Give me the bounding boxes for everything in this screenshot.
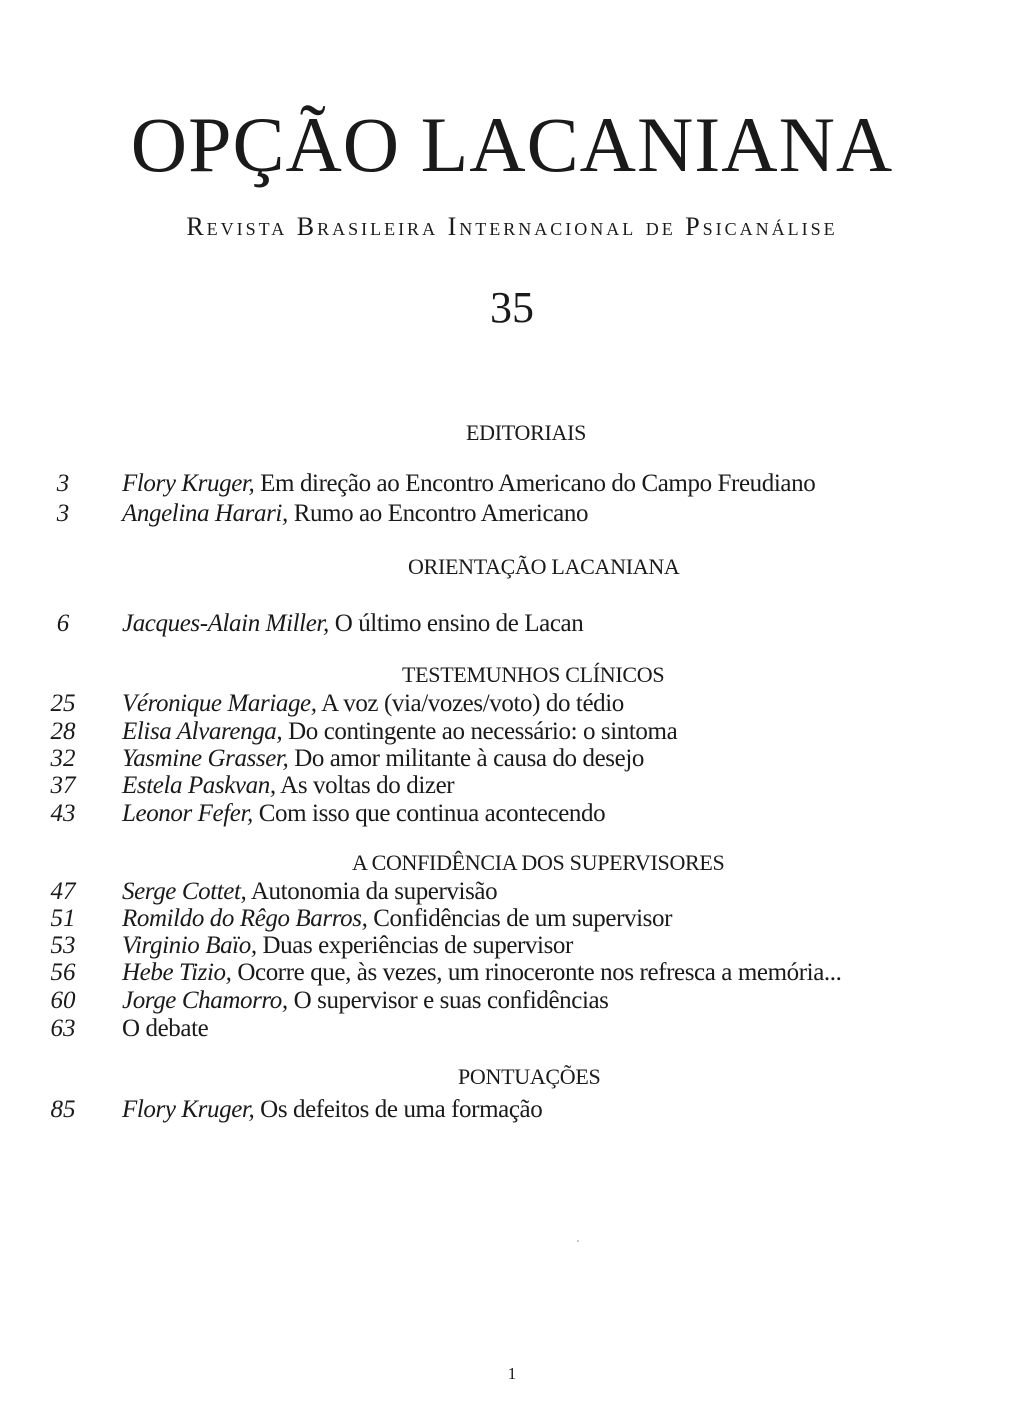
toc-author: Serge Cottet, [122,878,247,905]
toc-title: A voz (via/vozes/voto) do tédio [321,690,624,717]
toc-entry-text [122,959,841,987]
journal-subtitle: Revista Brasileira Internacional de Psicanálise [186,212,838,241]
toc-entry [0,500,1024,528]
toc-title: O último ensino de Lacan [334,610,584,637]
toc-entry-text [122,745,644,773]
issue-number: 35 [490,283,534,332]
toc-entry-text [122,1096,542,1124]
toc-entry [0,905,1024,933]
toc-page-number: 51 [50,905,76,932]
section-heading-confidencia-supervisores: A CONFIDÊNCIA DOS SUPERVISORES [352,850,725,875]
toc-author: Jorge Chamorro, [122,987,288,1014]
toc-author: Hebe Tizio, [122,959,232,986]
toc-entry-text [122,470,815,498]
toc-author: Véronique Mariage, [122,690,317,717]
journal-title: OPÇÃO LACANIANA [130,101,894,188]
toc-title: Em direção ao Encontro Americano do Campo Freudiano [260,470,816,497]
toc-title: O debate [122,1015,209,1042]
toc-entry-text [122,905,672,933]
toc-entry-text [122,690,624,718]
toc-title: Os defeitos de uma formação [260,1096,543,1123]
toc-entry [0,800,1024,828]
toc-title: Autonomia da supervisão [250,878,498,905]
toc-entry [0,959,1024,987]
toc-page-number: 37 [50,772,76,799]
toc-page-number: 60 [50,987,76,1014]
toc-title: Do amor militante à causa do desejo [294,745,644,772]
scan-speck [577,1240,579,1242]
toc-title: Rumo ao Encontro Americano [293,500,589,527]
toc-entry [0,1096,1024,1124]
toc-page-number: 6 [56,610,70,637]
toc-entry [0,932,1024,960]
toc-author: Romildo do Rêgo Barros, [122,905,368,932]
toc-title: Do contingente ao necessário: o sintoma [288,718,678,745]
toc-entry [0,690,1024,718]
toc-page-number: 47 [50,878,76,905]
toc-entry [0,718,1024,746]
toc-entry-text [122,718,677,746]
toc-page-number: 3 [56,470,70,497]
toc-author: Virginio Baïo, [122,932,257,959]
toc-title: As voltas do dizer [280,772,455,799]
toc-entry-text [122,1015,208,1043]
toc-author: Flory Kruger, [122,470,255,497]
toc-page-number: 43 [50,800,76,827]
section-heading-testemunhos-clinicos: TESTEMUNHOS CLÍNICOS [402,662,665,687]
toc-author: Elisa Alvarenga, [122,718,283,745]
toc-author: Leonor Fefer, [122,800,253,827]
toc-title: Duas experiências de supervisor [262,932,573,959]
toc-entry-text [122,878,497,906]
toc-page-number: 32 [50,745,76,772]
toc-title: Ocorre que, às vezes, um rinoceronte nos refresca a memória... [237,959,842,986]
toc-title: Com isso que continua acontecendo [258,800,606,827]
toc-entry [0,610,1024,638]
toc-entry-text [122,772,454,800]
toc-page-number: 3 [56,500,70,527]
toc-author: Angelina Harari, [122,500,288,527]
toc-entry [0,470,1024,498]
toc-entry-text [122,500,588,528]
toc-author: Flory Kruger, [122,1096,255,1123]
toc-page-number: 56 [50,959,76,986]
section-heading-orientacao-lacaniana: ORIENTAÇÃO LACANIANA [408,554,680,579]
section-heading-editoriais: EDITORIAIS [466,420,587,445]
toc-entry [0,772,1024,800]
toc-entry-text [122,610,583,638]
toc-entry-text [122,800,605,828]
toc-author: Yasmine Grasser, [122,745,289,772]
toc-page-number: 28 [50,718,76,745]
toc-title: O supervisor e suas confidências [293,987,609,1014]
toc-page-number: 63 [50,1015,76,1042]
toc-entry [0,745,1024,773]
toc-page-number: 25 [50,690,76,717]
toc-entry-text [122,932,573,960]
section-heading-pontuacoes: PONTUAÇÕES [458,1064,601,1089]
toc-page-number: 85 [50,1096,76,1123]
toc-entry [0,878,1024,906]
toc-author: Estela Paskvan, [122,772,276,799]
toc-entry [0,987,1024,1015]
toc-entry [0,1015,1024,1043]
toc-entry-text [122,987,609,1015]
page-folio: 1 [507,1364,517,1383]
toc-author: Jacques-Alain Miller, [122,610,329,637]
toc-title: Confidências de um supervisor [373,905,673,932]
toc-page-number: 53 [50,932,76,959]
